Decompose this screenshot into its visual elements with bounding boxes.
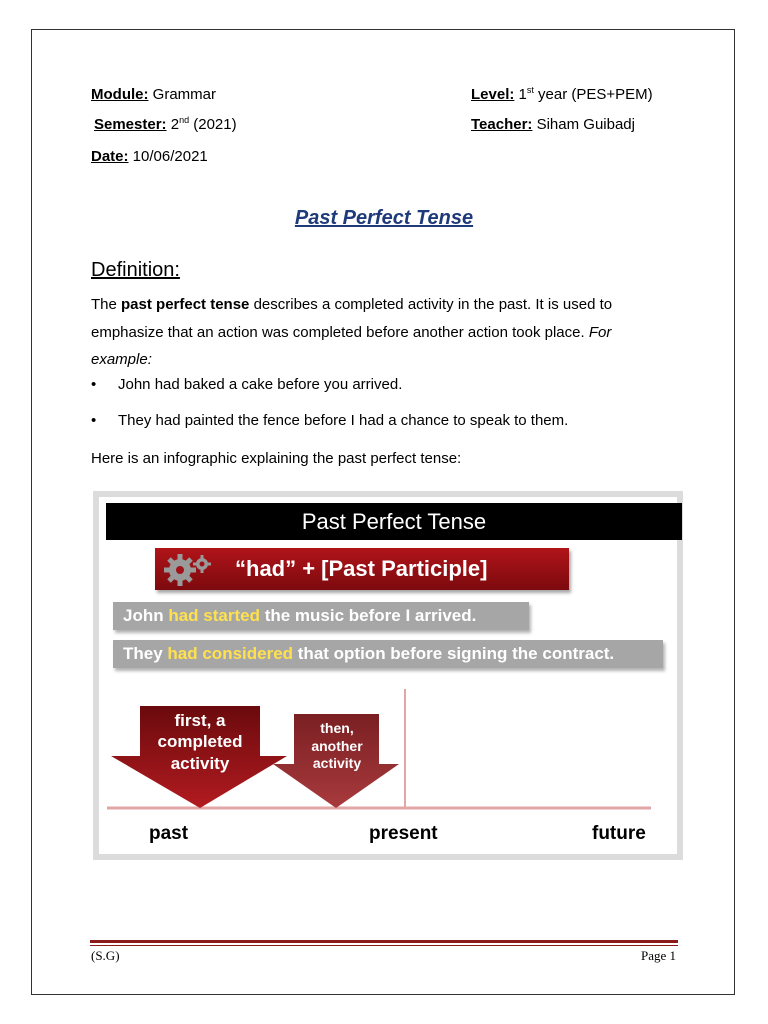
teacher-label: Teacher:	[471, 116, 533, 133]
teacher-line	[471, 116, 635, 134]
infographic-lead: Here is an infographic explaining the past perfect tense:	[91, 450, 462, 467]
para-post: describes a completed activity in the past. It is used to emphasize that an action was completed before another action took place.	[91, 296, 613, 341]
example-1-post: the music before I arrived.	[259, 606, 477, 625]
bullet-item	[91, 376, 402, 394]
bullet-text: John had baked a cake before you arrived.	[118, 376, 403, 393]
example-1-highlight: had started	[168, 606, 260, 625]
infographic-title: Past Perfect Tense	[106, 503, 682, 540]
level-label: Level:	[471, 86, 515, 103]
semester-value: (2021)	[189, 116, 237, 133]
formula-banner	[155, 548, 569, 590]
second-activity-label: then, another activity	[311, 720, 363, 771]
example-2-highlight: had considered	[167, 644, 294, 663]
first-activity-label: first, a completed activity	[157, 711, 243, 773]
para-term: past perfect tense	[121, 296, 250, 313]
date-value: 10/06/2021	[128, 148, 208, 165]
footer-rule	[90, 940, 678, 946]
example-2-post: that option before signing the contract.	[293, 644, 615, 663]
semester-label: Semester:	[94, 116, 167, 133]
infographic	[93, 491, 683, 860]
bullet-item	[91, 412, 568, 430]
teacher-value: Siham Guibadj	[532, 116, 635, 133]
date-line	[91, 148, 208, 166]
bullet-dot: •	[91, 376, 97, 393]
semester-line	[94, 116, 237, 134]
definition-paragraph	[91, 291, 651, 374]
gears-icon	[158, 548, 218, 590]
bullet-dot: •	[91, 412, 97, 429]
timeline-label-future: future	[592, 823, 646, 844]
date-label: Date:	[91, 148, 129, 165]
example-2	[113, 640, 663, 668]
page-number: Page 1	[640, 948, 676, 963]
level-line	[471, 86, 653, 104]
module-label: Module:	[91, 86, 149, 103]
bullet-text: They had painted the fence before I had a chance to speak to them.	[118, 412, 569, 429]
level-number: 1	[518, 86, 527, 103]
module-line	[91, 86, 216, 104]
semester-number: 2	[170, 116, 180, 133]
para-example-intro: For example:	[91, 323, 612, 368]
footer-left: (S.G)	[91, 948, 120, 963]
example-1-pre: John	[123, 606, 169, 625]
module-value: Grammar	[148, 86, 216, 103]
level-value: year (PES+PEM)	[533, 86, 653, 103]
example-1	[113, 602, 529, 630]
example-2-pre: They	[123, 644, 168, 663]
formula-text: “had” + [Past Participle]	[235, 556, 488, 581]
timeline-label-present: present	[369, 823, 438, 844]
page-title: Past Perfect Tense	[294, 207, 474, 229]
level-suffix: st	[526, 85, 534, 95]
semester-suffix: nd	[179, 115, 190, 125]
para-pre: The	[91, 296, 122, 313]
definition-heading: Definition:	[91, 259, 180, 281]
timeline-label-past: past	[149, 823, 189, 844]
